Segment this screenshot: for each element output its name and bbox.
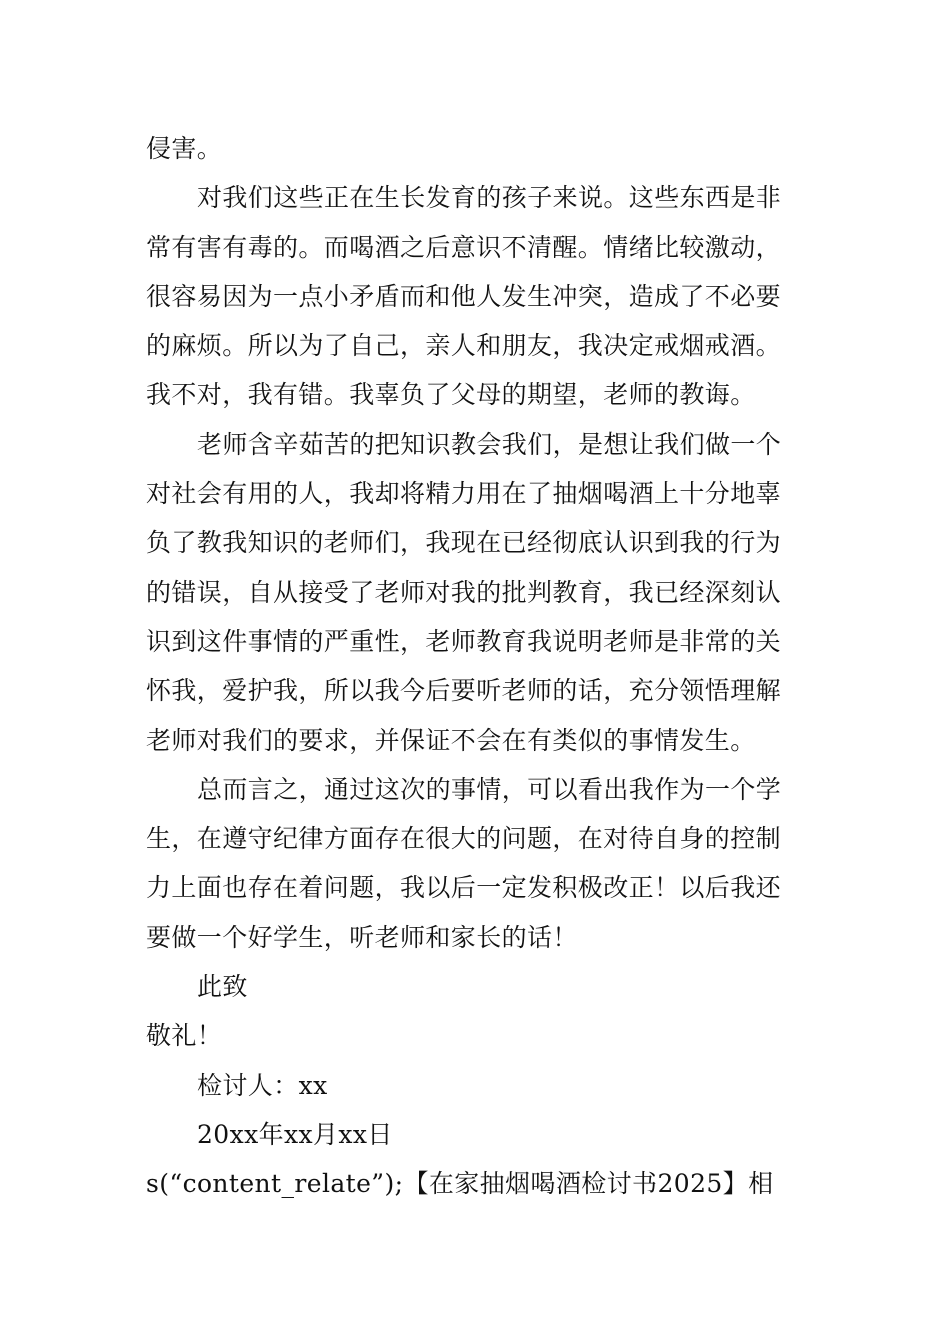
text-line-12: 怀我，爱护我，所以我今后要听老师的话，充分领悟理解: [146, 676, 782, 706]
document-date: 20xx年xx月xx日: [197, 1119, 393, 1149]
text-line-5: 的麻烦。所以为了自己，亲人和朋友，我决定戒烟戒酒。: [146, 331, 782, 361]
text-line-14: 总而言之，通过这次的事情，可以看出我作为一个学: [197, 774, 782, 804]
author-signature: 检讨人：xx: [197, 1070, 328, 1100]
closing-salutation: 此致: [197, 972, 248, 1002]
text-line-3: 常有害有毒的。而喝酒之后意识不清醒。情绪比较激动，: [146, 232, 782, 262]
text-line-13: 老师对我们的要求，并保证不会在有类似的事情发生。: [146, 725, 756, 755]
text-line-4: 很容易因为一点小矛盾而和他人发生冲突，造成了不必要: [146, 281, 782, 311]
text-line-8: 对社会有用的人，我却将精力用在了抽烟喝酒上十分地辜: [146, 479, 782, 509]
text-line-11: 识到这件事情的严重性，老师教育我说明老师是非常的关: [146, 626, 782, 656]
closing-respect: 敬礼！: [146, 1021, 223, 1051]
text-line-17: 要做一个好学生，听老师和家长的话！: [146, 922, 578, 952]
text-line-7: 老师含辛茹苦的把知识教会我们，是想让我们做一个: [197, 429, 782, 459]
text-line-2: 对我们这些正在生长发育的孩子来说。这些东西是非: [197, 183, 782, 213]
document-body: [146, 124, 806, 1209]
text-line-15: 生，在遵守纪律方面存在很大的问题，在对待自身的控制: [146, 824, 782, 854]
text-line-16: 力上面也存在着问题，我以后一定发积极改正！以后我还: [146, 873, 782, 903]
text-line-6: 我不对，我有错。我辜负了父母的期望，老师的教诲。: [146, 380, 756, 410]
text-line-10: 的错误，自从接受了老师对我的批判教育，我已经深刻认: [146, 577, 782, 607]
trailing-script-text: s(“content_relate”);【在家抽烟喝酒检讨书2025】相: [146, 1169, 774, 1199]
text-line-1: 侵害。: [146, 134, 223, 163]
text-line-9: 负了教我知识的老师们，我现在已经彻底认识到我的行为: [146, 528, 782, 558]
